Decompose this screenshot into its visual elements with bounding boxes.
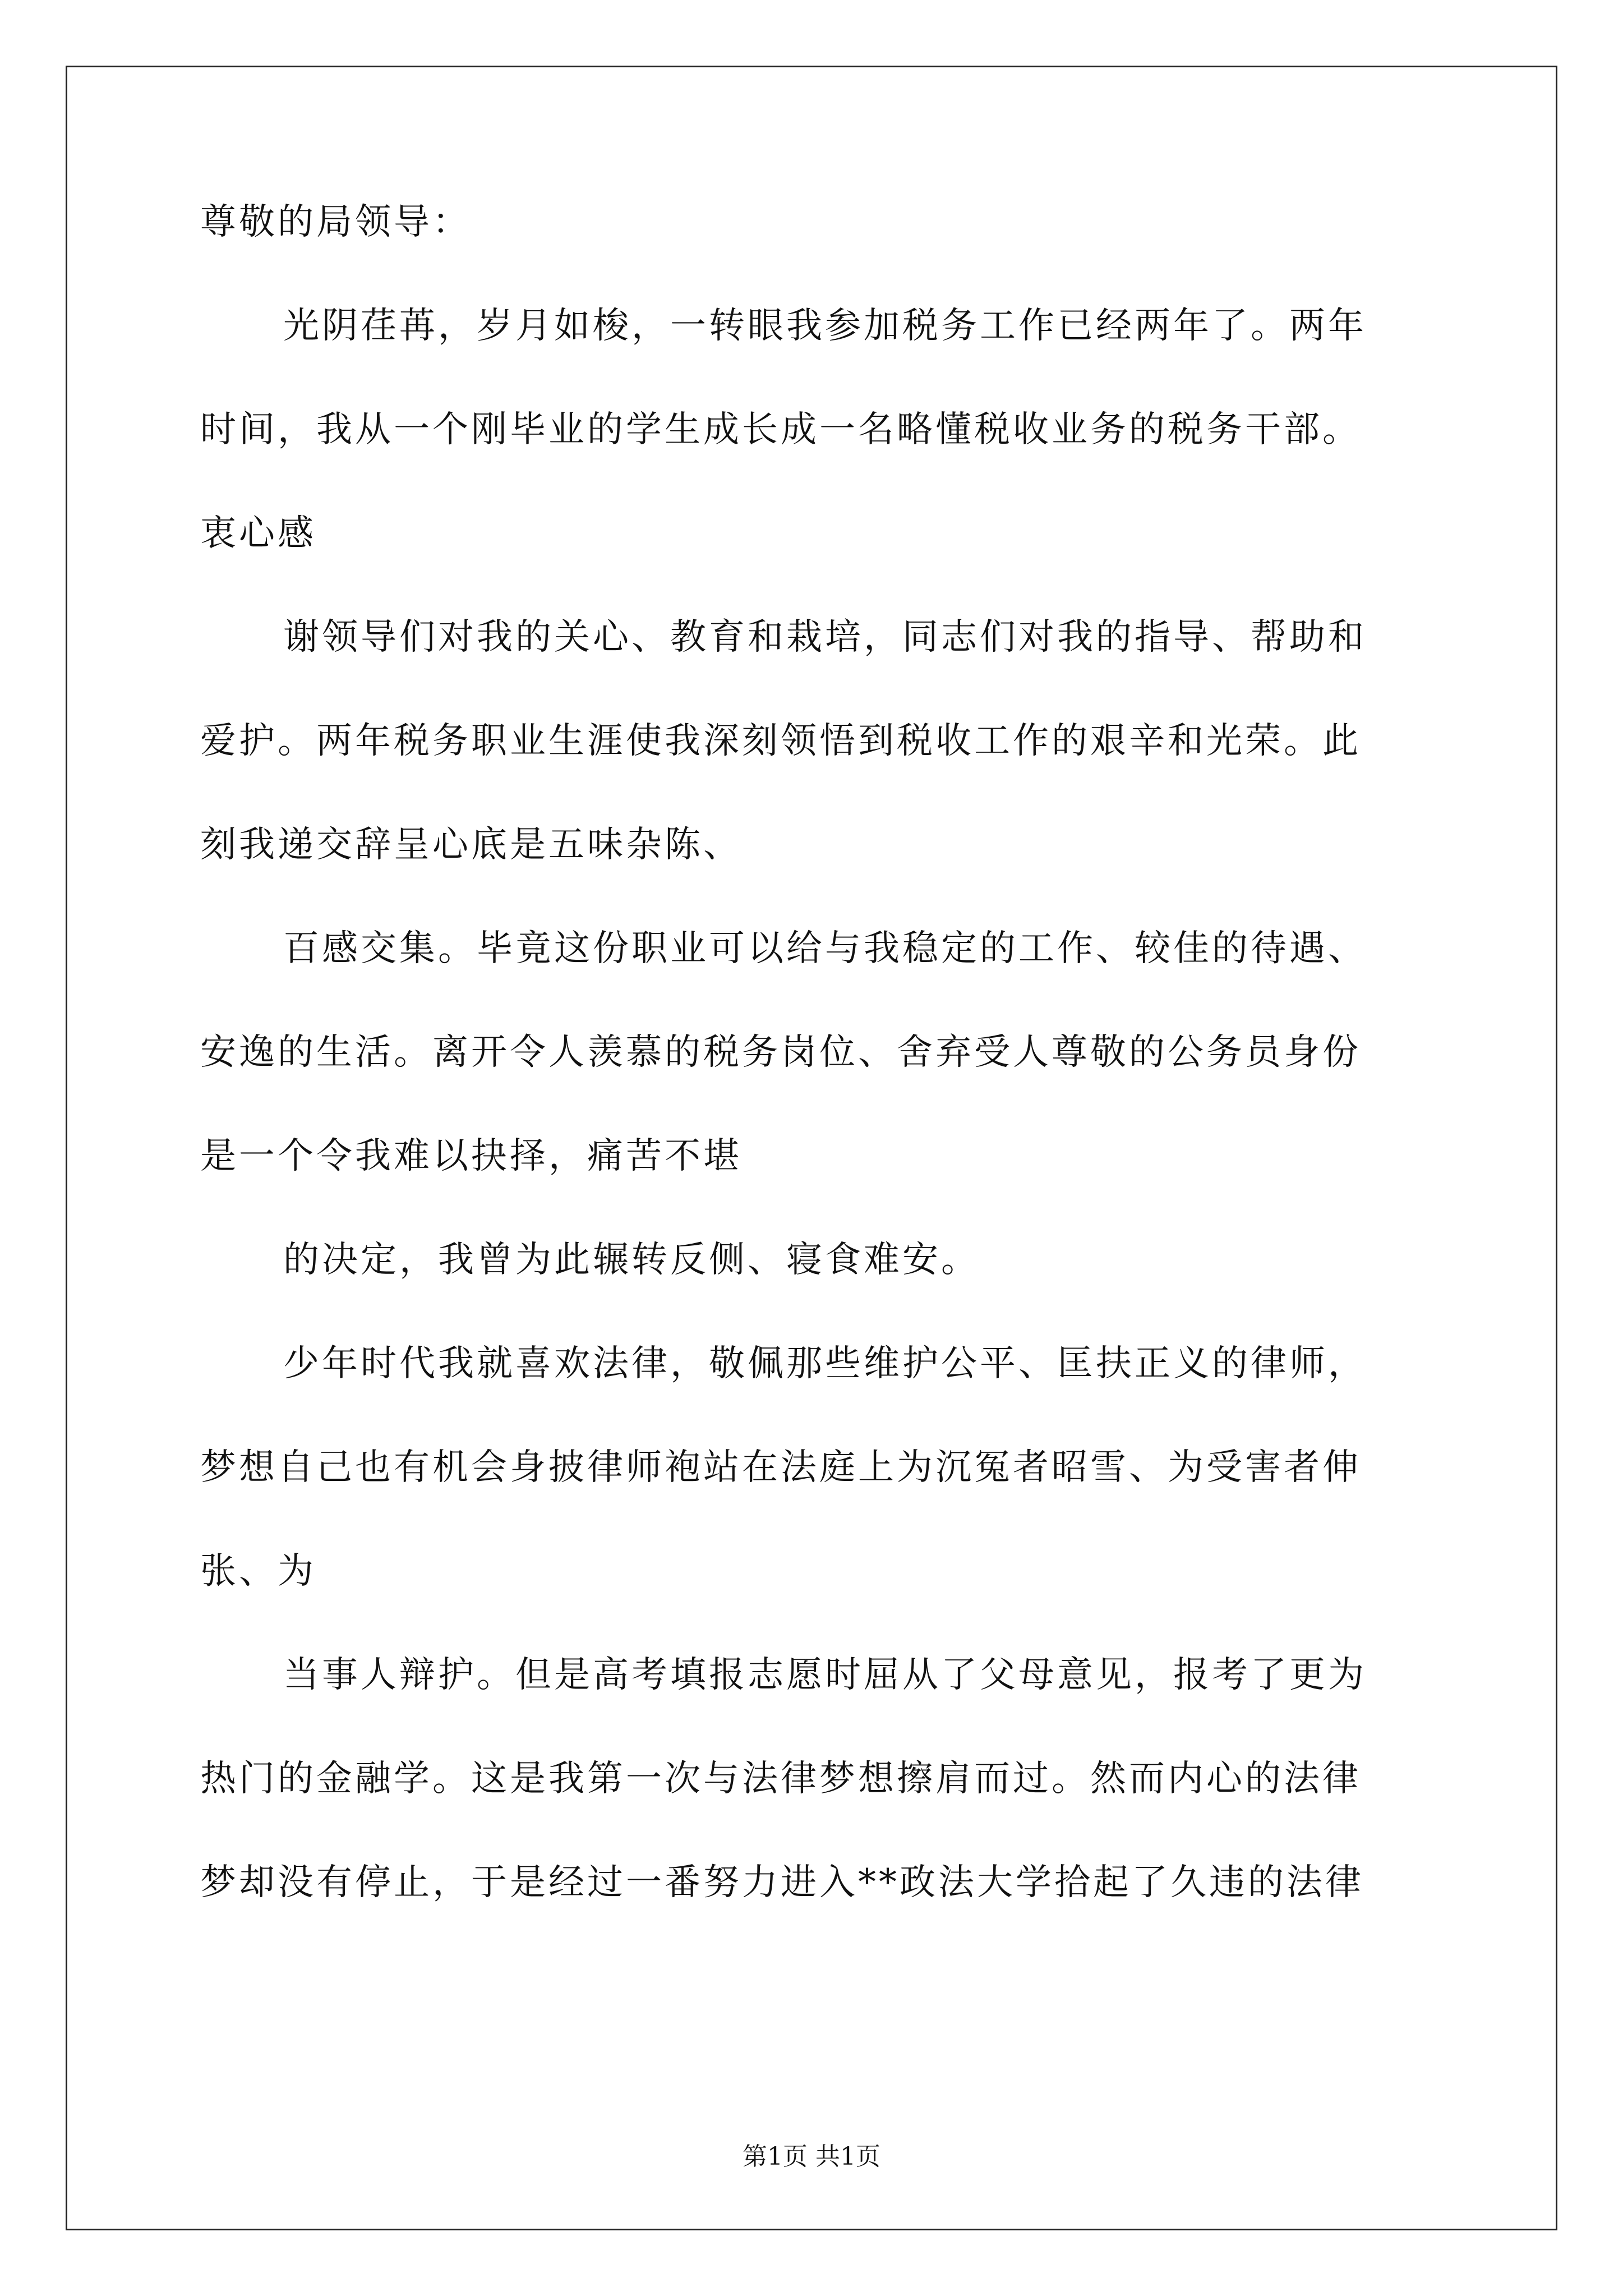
text-line: 当事人辩护。但是高考填报志愿时屈从了父母意见，报考了更为 xyxy=(283,1654,1367,1696)
text-line: 热门的金融学。这是我第一次与法律梦想擦肩而过。然而内心的法律 xyxy=(200,1758,1361,1800)
page-number-footer: 第1页 共1页 xyxy=(743,2142,880,2171)
text-line: 张、为 xyxy=(200,1550,316,1592)
text-line: 百感交集。毕竟这份职业可以给与我稳定的工作、较佳的待遇、 xyxy=(283,928,1367,969)
text-line: 梦却没有停止，于是经过一番努力进入**政法大学拾起了久违的法律 xyxy=(200,1862,1364,1903)
text-line: 是一个令我难以抉择，痛苦不堪 xyxy=(200,1135,742,1177)
text-line: 的决定，我曾为此辗转反侧、寝食难安。 xyxy=(283,1239,980,1281)
text-line: 刻我递交辞呈心底是五味杂陈、 xyxy=(200,824,742,866)
text-line: 少年时代我就喜欢法律，敬佩那些维护公平、匡扶正义的律师， xyxy=(283,1343,1367,1384)
text-line: 安逸的生活。离开令人羡慕的税务岗位、舍弃受人尊敬的公务员身份 xyxy=(200,1032,1361,1073)
text-line: 衷心感 xyxy=(200,513,316,554)
text-line: 谢领导们对我的关心、教育和栽培，同志们对我的指导、帮助和 xyxy=(283,616,1367,658)
text-line: 时间，我从一个刚毕业的学生成长成一名略懂税收业务的税务干部。 xyxy=(200,409,1361,450)
text-line: 爱护。两年税务职业生涯使我深刻领悟到税收工作的艰辛和光荣。此 xyxy=(200,720,1361,762)
text-line: 光阴荏苒，岁月如梭，一转眼我参加税务工作已经两年了。两年 xyxy=(283,305,1367,347)
salutation: 尊敬的局领导： xyxy=(200,201,471,243)
text-line: 梦想自己也有机会身披律师袍站在法庭上为沉冤者昭雪、为受害者伸 xyxy=(200,1447,1361,1488)
